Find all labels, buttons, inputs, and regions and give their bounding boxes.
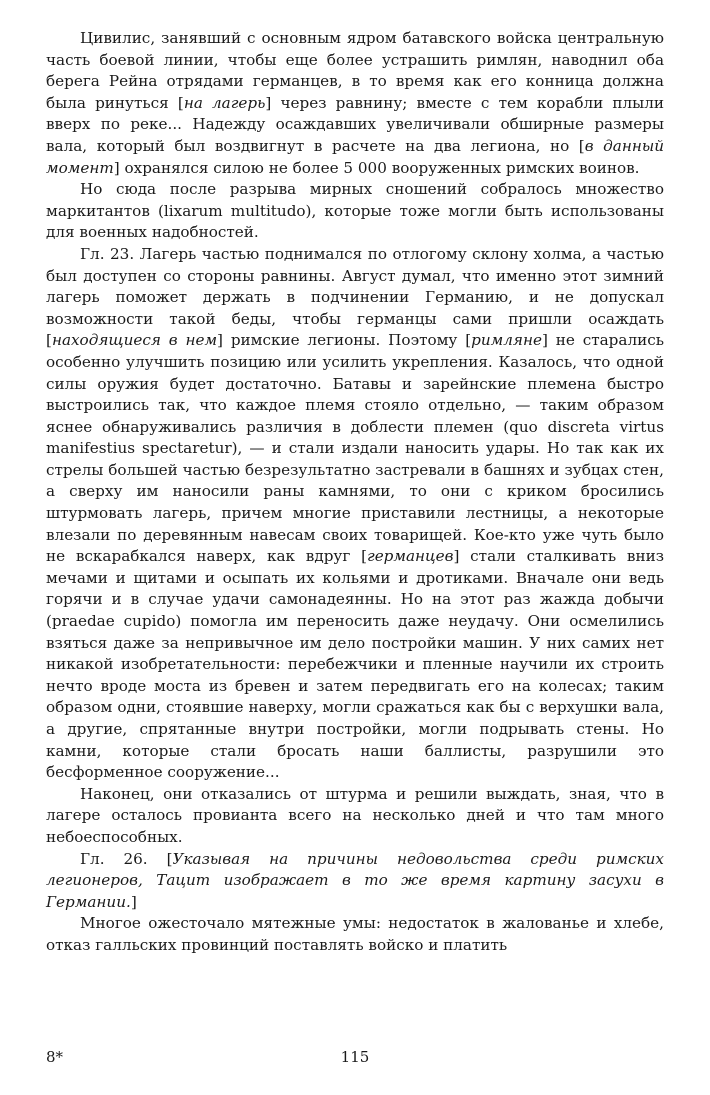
text-run: ] стали сталкивать вниз мечами и щитами и осыпать их кольями и дротиками. Вначале они ведь горячи и в случае удачи самонадеянны. Но на этот раз жажда добычи (praedae cupido) помогла им переносить даже неудачу. Они осмелились взяться даже за непривычное им дело постройки машин. У них самих нет никакой изобретательности: перебежчики и пленные научили их строить нечто вроде моста из бревен и затем передвигать его на колесах; таким образом одни, стоявшие наверху, могли сражаться как бы с верхушки вала, а другие, спрятанные внутри постройки, могли подрывать стены. Но камни, которые стали бросать наши баллисты, разрушили это бесформенное сооружение... <box>46 547 664 782</box>
italic-insert: на лагерь <box>183 93 266 112</box>
italic-insert: находящиеся в нем <box>51 331 218 350</box>
paragraph-2 <box>46 179 664 244</box>
paragraph-6 <box>46 913 664 956</box>
text-run: Гл. 23. Лагерь частью поднимался по отлогому склону холма, а частью был доступен со стороны равнины. Август думал, что именно этот зимний лагерь поможет держать в подчинении Германию, и не допускал возможности такой беды, чтобы германцы сами пришли осаждать [ <box>46 244 664 350</box>
italic-insert: римляне <box>471 331 542 350</box>
text-run: ] римские легионы. Поэтому [ <box>217 331 472 350</box>
text-run: ] <box>130 892 137 911</box>
paragraph-3-chapter-23 <box>46 244 664 784</box>
paragraph-1 <box>46 28 664 179</box>
italic-insert: германцев <box>367 547 454 566</box>
text-run: ] не старались особенно улучшить позицию или усилить укрепления. Казалось, что одной силы оружия будет достаточно. Батавы и зарейнские племена быстро выстроились так, что каждое племя стояло отдельно, — таким образом яснее обнаруживались различия в доблести племен (quo discreta virtus manifestius spectaretur), — и стали издали наносить удары. Но так как их стрелы большей частью безрезультатно застревали в башнях и зубцах стен, а сверху им наносили раны камнями, то они с криком бросились штурмовать лагерь, причем многие приставили лестницы, а некоторые влезали по деревянным навесам своих товарищей. Кое-кто уже чуть было не вскарабкался наверх, как вдруг [ <box>46 331 665 566</box>
text-run: Цивилис, занявший с основным ядром батавского войска центральную часть боевой линии, чтобы еще более устрашить римлян, наводнил оба берега Рейна отрядами германцев, в то время как его конница должна была ринуться [ <box>46 29 664 112</box>
text-run: ] охранялся силою не более 5 000 вооруженных римских воинов. <box>113 158 640 177</box>
text-run: Наконец, они отказались от штурма и решили выждать, зная, что в лагере осталось провианта всего на несколько дней и что там много небоеспособных. <box>46 784 664 846</box>
text-run: Но сюда после разрыва мирных сношений собралось множество маркитантов (lixarum multitudo), которые тоже могли быть использованы для военных надобностей. <box>46 180 664 242</box>
italic-insert: Указывая на причины недовольства среди римских легионеров, Тацит изображает в то же время картину засухи в Германии. <box>46 849 664 911</box>
text-run: Многое ожесточало мятежные умы: недостаток в жалованье и хлебе, отказ галльских провинций поставлять войско и платить <box>46 914 664 954</box>
paragraph-4 <box>46 784 664 849</box>
paragraph-5-chapter-26-note <box>46 849 664 914</box>
signature-mark: 8* <box>46 1048 64 1066</box>
text-run: ] через равнину; вместе с тем корабли плыли вверх по реке... Надежду осаждавших увеличивали обширные размеры вала, который был воздвигнут в расчете на два легиона, но [ <box>46 93 665 155</box>
text-body <box>46 28 664 957</box>
page-footer <box>46 1048 664 1070</box>
text-run: Гл. 26. [ <box>80 849 173 868</box>
page-number: 115 <box>340 1048 370 1066</box>
italic-insert: в данный момент <box>46 136 665 177</box>
